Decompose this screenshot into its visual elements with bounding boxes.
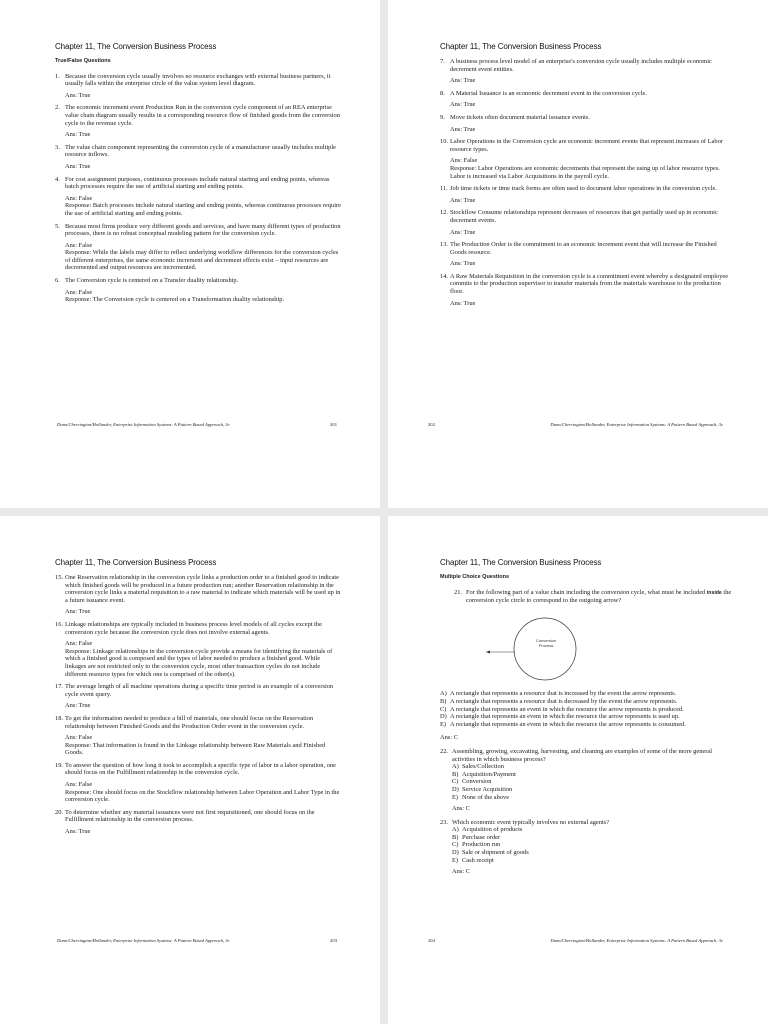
question-text: One Reservation relationship in the conversion cycle links a production order to a finished good to indicate which finished goods will be produced in a future production run; another Reservation relationship in the conversion cycle links a material requisition to a raw material to indicate which materials will be used up in a future issuance event. [65,574,341,604]
response: Response: That information is found in the Linkage relationship between Raw Materials and Finished Goods. [65,741,326,757]
question-number: 19. [55,761,63,769]
question-item [440,138,732,180]
answer: Ans: False [450,157,478,165]
question-text: Job time tickets or time track forms are often used to document labor operations in the conversion cycle. [450,185,717,193]
answer-option [452,857,732,865]
question-text: To determine whether any material issuances were not first requisitioned, one should focus on the Fulfillment relationship in the conversion process. [65,808,315,824]
question-body [466,589,732,605]
question-number: 21. [454,588,462,596]
answer-option [440,713,732,721]
page-header: Chapter 11, The Conversion Business Process [55,558,217,567]
question-number: 2. [55,104,60,112]
answer: Ans: C [452,805,470,813]
question-number: 15. [55,574,63,581]
question-body [65,715,342,757]
diagram-label-line-1: Conversion [535,637,557,643]
page-footer [428,422,723,427]
question-number: 7. [440,58,445,65]
question-text: Which economic event typically involves no external agents? [452,818,610,826]
question-text: Assembling, growing, excavating, harvesting, and cleaning are examples of some of the more general activities in which business process? [452,747,712,763]
option-letter: B) [452,833,459,841]
question-text: Labor Operations in the Conversion cycle are economic increment events that represent increases of Labor resource types. [450,138,723,153]
answer: Ans: False [65,640,93,648]
answer: Ans: True [450,125,476,133]
page-content [55,58,342,309]
response: Response: While the labels may differ to reflect underlying workflow differences for the conversion cycles of different enterprises, the same economic increment and decrement effects exist – input resources are decremented and output resources are incremented. [65,249,339,272]
question-number: 23. [440,818,448,826]
question-number: 11. [440,185,448,193]
answer-options [452,826,732,864]
question-text: Move tickets often document material issuance events. [450,113,591,121]
option-letter: E) [452,793,459,801]
answer: Ans: C [452,868,470,876]
page-203 [0,516,380,1024]
question-text: The average length of all machine operations during a specific time period is an example of a conversion cycle event query. [65,683,334,698]
response: Response: The Conversion cycle is centered on a Transformation duality relationship. [65,296,285,304]
option-text: Production run [462,841,501,849]
question-item [55,621,342,678]
question-item [440,114,732,133]
option-text: Purchase order [462,833,501,841]
question-number: 6. [55,277,60,285]
question-body [450,58,732,85]
option-letter: A) [452,763,459,771]
question-number: 14. [440,272,448,280]
question-text: To answer the question of how long it took to accomplish a specific type of labor in a labor operation, one should focus on the Fulfillment relationship in the conversion cycle. [65,761,336,777]
footer-citation: Dunn/Cherrington/Hollander, Enterprise Information Systems: A Pattern Based Approach, 3e [57,938,230,943]
question-body [450,273,732,307]
question-body [450,138,732,180]
question-text: A business process level model of an enterprise's conversion cycle usually includes multiple economic decrement event entities. [450,58,712,73]
answer: Ans: True [450,228,476,236]
question-item [55,104,342,138]
question-body [65,621,342,678]
question-body [65,73,342,100]
option-text: A rectangle that represents an event in which the resource the arrow represents is produced. [450,705,684,713]
option-letter: E) [440,720,447,728]
page-number: 201 [330,422,337,427]
page-footer [57,938,337,943]
question-number: 20. [55,808,63,816]
question-body [65,144,342,171]
response: Response: Batch processes include natural starting and ending points, whereas continuous processes require the use of artificial starting and ending points. [65,202,341,217]
option-text: Service Acquisition [462,785,513,793]
page-header: Chapter 11, The Conversion Business Process [55,42,217,51]
question-text: Linkage relationships are typically included in business process level models of all cycles except the conversion cycle because the conversion cycle does not involve external agents. [65,620,322,636]
question-number: 16. [55,620,63,628]
question-number: 12. [440,209,448,217]
answer-option [452,778,732,786]
answer: Ans: True [65,608,91,616]
answer: Ans: True [65,131,91,139]
page-number: 204 [428,938,435,943]
mc-question [440,589,732,605]
mc-question [440,748,732,763]
option-letter: A) [452,826,459,834]
question-list [55,73,342,304]
option-letter: C) [452,778,459,786]
response: Response: Labor Operations are economic decrements that represent the using up of labor resource types. Labor is increased via Labor Acquisitions in the payroll cycle. [450,164,720,180]
page-footer [57,422,337,427]
question-body [65,104,342,138]
answer-option [452,849,732,857]
question-item [55,715,342,757]
question-body [65,176,342,218]
option-letter: C) [452,841,459,849]
option-letter: E) [452,856,459,864]
question-number: 1. [55,72,60,80]
question-text: For cost assignment purposes, continuous processes include natural starting and ending points, whereas batch processes require the use of artificial starting and ending points. [65,175,330,191]
option-text: A rectangle that represents a resource that is decreased by the event the arrow represents. [450,697,678,705]
question-item [440,241,732,268]
answer: Ans: True [450,196,476,204]
page-content [55,574,342,841]
question-text-part: For the following part of a value chain including the conversion cycle, what must be included [466,588,707,596]
answer-option [452,786,732,794]
response: Response: One should focus on the Stockflow relationship between Labor Operation and Labor Type in the conversion cycle. [65,788,340,804]
answer-option [452,771,732,779]
conversion-cycle-circle [514,618,576,680]
answer-option [452,763,732,771]
question-number: 10. [440,138,448,146]
response: Response: Linkage relationships in the conversion cycle provide a means for identifying the materials of which a finished good is composed and the types of labor needed to produce a finished good. While linkages are not restricted only to the conversion cycle, most other transaction cycles do not include different resource types for which one is comprised of the other(s). [65,647,333,678]
answer: Ans: True [450,77,476,85]
question-item [55,762,342,804]
question-body [65,277,342,304]
question-item [440,58,732,85]
option-letter: D) [452,849,459,857]
page-header: Chapter 11, The Conversion Business Process [440,558,602,567]
question-body [65,683,342,710]
question-text-part: the conversion cycle circle to correspond to the outgoing arrow? [466,588,732,605]
option-text: Acquisition of products [462,826,523,834]
question-text: A Material Issuance is an economic decrement event in the conversion cycle. [450,89,647,97]
footer-citation: Dunn/Cherrington/Hollander, Enterprise Information Systems: A Pattern Based Approach, 3e [550,938,723,943]
option-text: Sale or shipment of goods [462,849,529,857]
question-text [466,589,732,605]
option-letter: B) [452,770,459,778]
option-text: A rectangle that represents an event in which the resource the arrow represents is used up. [450,713,680,721]
answer-option [452,834,732,842]
page-number: 203 [330,938,337,943]
question-emphasis: inside [706,589,722,596]
question-text: The value chain component representing the conversion cycle of a manufacturer usually includes multiple resource inflows. [65,143,336,159]
answer: Ans: True [65,91,91,99]
question-number: 18. [55,714,63,722]
diagram-label-line-2: Process [538,642,554,648]
page-202 [388,0,768,508]
option-text: Conversion [462,778,492,786]
answer: Ans: False [65,781,93,789]
option-letter: D) [452,785,459,793]
question-text: A Raw Materials Requisition in the conversion cycle is a commitment event whereby a designated employee commits to the production supervisor to transfer materials from the materials warehouse to the production floor. [450,272,729,296]
answer: Ans: True [65,828,91,836]
answer-option [452,826,732,834]
footer-citation: Dunn/Cherrington/Hollander, Enterprise Information Systems: A Pattern Based Approach, 3e [57,422,230,427]
question-list [440,58,732,307]
answer-option [440,706,732,714]
option-letter: B) [440,697,447,705]
answer-option [452,841,732,849]
answer-option [440,721,732,729]
option-letter: D) [440,713,447,721]
question-body [65,574,342,616]
question-item [55,223,342,273]
page-number: 202 [428,422,435,427]
page-204 [388,516,768,1024]
question-body [65,762,342,804]
answer: Ans: False [65,194,93,202]
option-text: None of the above [462,793,510,801]
question-text: Stockflow Consume relationships represent decreases of resources that get partially used up in economic decrement events. [450,209,718,224]
answer: Ans: True [65,702,91,710]
question-text: Because the conversion cycle usually involves no resource exchanges with external business partners, it usually falls within the enterprise circle of the value system level diagram. [65,72,331,88]
answer-option [440,698,732,706]
question-item [440,185,732,204]
question-body [450,185,732,204]
question-number: 22. [440,747,448,755]
page-content [440,58,732,312]
section-heading-true-false: True/False Questions [55,58,111,64]
question-item [55,683,342,710]
page-footer [428,938,723,943]
question-text: The economic increment event Production Run in the conversion cycle component of an REA enterprise value chain diagram usually results in a corresponding resource flow of finished goods from the conversion cycle to the revenue cycle. [65,104,340,127]
question-text: The Production Order is the commitment to an economic increment event that will increase the Finished Goods resource. [450,241,717,256]
footer-citation: Dunn/Cherrington/Hollander, Enterprise Information Systems: A Pattern Based Approach, 3e [550,422,723,427]
answer: Ans: False [65,288,93,296]
answer: Ans: True [450,299,476,307]
question-body [65,223,342,273]
question-number: 3. [55,143,60,151]
answer: Ans: True [65,162,91,170]
option-text: Acquisition/Payment [462,770,516,778]
question-item [55,144,342,171]
question-item [440,273,732,307]
answer-options [440,690,732,728]
answer-option [440,690,732,698]
question-item [55,176,342,218]
answer: Ans: False [65,734,93,742]
question-number: 17. [55,683,63,691]
option-text: A rectangle that represents a resource that is increased by the event the arrow represents. [450,690,677,698]
question-body [450,241,732,268]
question-list [55,574,342,836]
question-text: To get the information needed to produce a bill of materials, one should focus on the Reservation relationship between Finished Goods and the Production Order event in the conversion cycle. [65,714,314,730]
question-number: 5. [55,222,60,230]
answer: Ans: True [450,260,476,268]
page-content [440,574,732,876]
answer-options [452,763,732,801]
option-text: Cash receipt [462,856,494,864]
question-item [55,73,342,100]
question-item [440,209,732,236]
question-item [55,574,342,616]
option-letter: C) [440,705,447,713]
question-item [55,809,342,836]
question-text: The Conversion cycle is centered on a Transfer duality relationship. [65,277,239,285]
option-letter: A) [440,690,447,698]
question-number: 13. [440,241,448,249]
answer-option [452,794,732,802]
page-header: Chapter 11, The Conversion Business Process [440,42,602,51]
question-number: 9. [440,113,445,121]
question-body [450,90,732,109]
outgoing-arrow-head [486,650,490,653]
question-body [65,809,342,836]
question-item [55,277,342,304]
question-body [450,114,732,133]
answer: Ans: C [440,734,458,742]
question-number: 8. [440,89,445,97]
question-number: 4. [55,175,60,183]
answer: Ans: True [450,101,476,109]
answer: Ans: False [65,241,93,249]
page-201 [0,0,380,508]
option-text: Sales/Collection [462,763,504,771]
mc-question [440,819,732,827]
option-text: A rectangle that represents an event in which the resource the arrow represents is consumed. [450,720,686,728]
question-body [450,209,732,236]
question-text: Because most firms produce very different goods and services, and have many different types of production processes, there is no robust conceptual modeling pattern for the conversion cycle. [65,222,341,238]
conversion-process-diagram [460,616,600,682]
question-item [440,90,732,109]
section-heading-multiple-choice: Multiple Choice Questions [440,574,510,580]
